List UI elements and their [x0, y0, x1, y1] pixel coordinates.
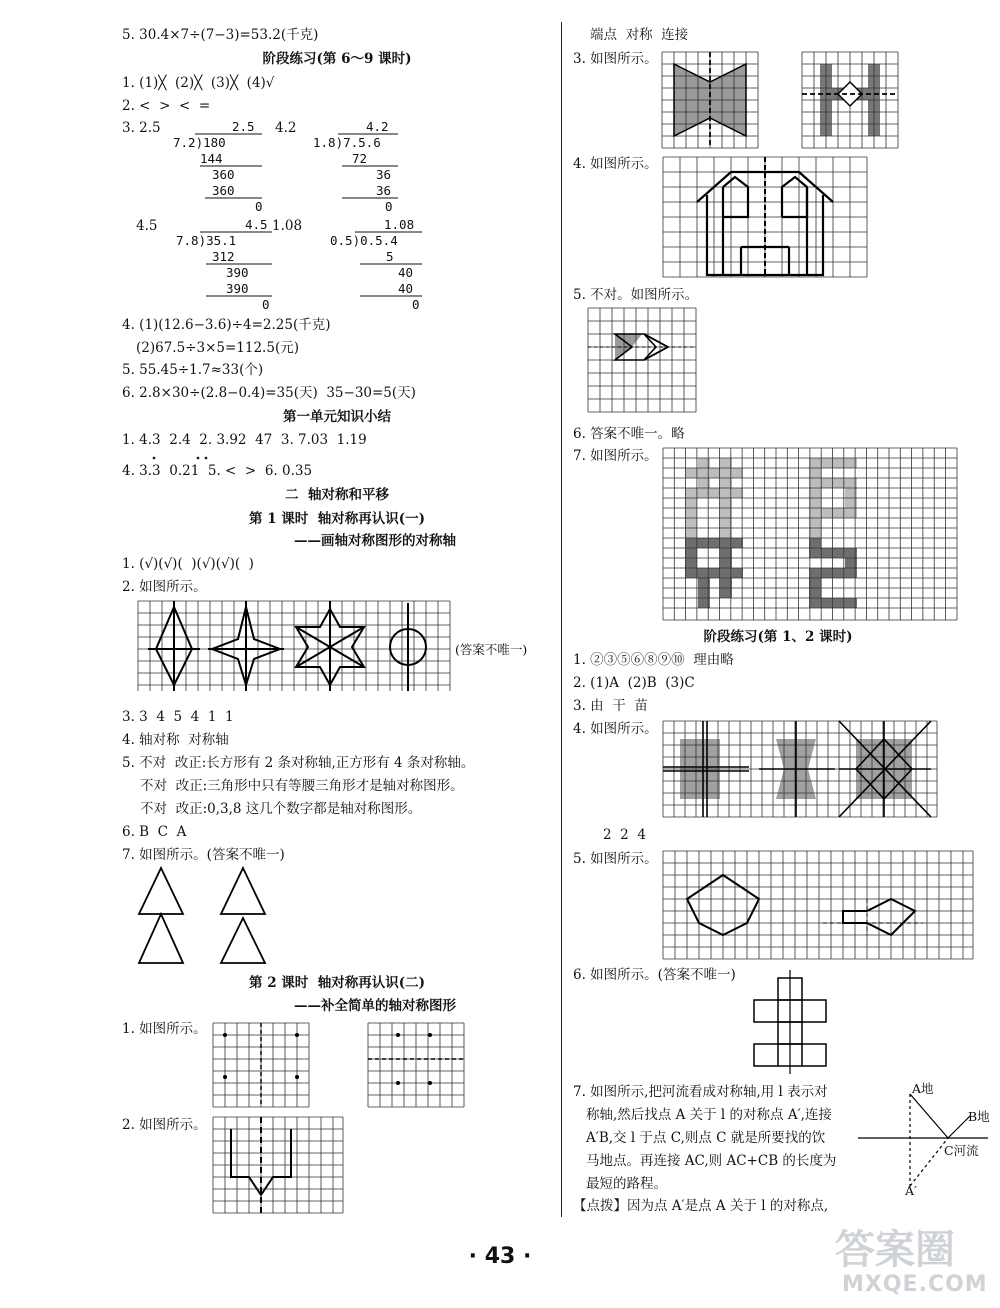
- arrow-grid: [588, 308, 696, 412]
- answer-line: 3. 由 干 苗: [573, 698, 648, 714]
- answer-line: 不对 改正:0,3,8 这几个数字都是轴对称图形。: [140, 801, 422, 817]
- section-heading: 阶段练习(第 1、2 课时): [703, 629, 853, 645]
- dividend: 0.5)0.5.4: [330, 233, 398, 248]
- step: 0: [412, 297, 420, 312]
- answer-line: 5. 55.45÷1.7≈33(个): [122, 362, 264, 378]
- answer-line: 4.2: [275, 120, 297, 136]
- answer-line: 2. (1)A (2)B (3)C: [573, 675, 695, 691]
- answer-line: 称轴,然后找点 A 关于 l 的对称点 A′,连接: [586, 1107, 832, 1123]
- watermark-logo: 答案圈: [835, 1227, 955, 1273]
- point-label: A地: [912, 1081, 934, 1096]
- answer-line: 4. 如图所示。: [573, 721, 658, 737]
- answer-line: 最短的路程。: [586, 1176, 667, 1192]
- answer-line: 3. 2.5: [122, 120, 161, 136]
- answer-line: 3. 3 4 5 4 1 1: [122, 709, 234, 725]
- step: 390: [226, 281, 249, 296]
- answer-line: 5. 不对 改正:长方形有 2 条对称轴,正方形有 4 条对称轴。: [122, 755, 475, 771]
- watermark-url: MXQE.COM: [842, 1272, 988, 1297]
- answer-line: 6. 答案不唯一。略: [573, 426, 685, 442]
- answer-line: 5. 如图所示。: [573, 851, 658, 867]
- quotient: 1.08: [384, 217, 415, 232]
- point-label: A′: [905, 1183, 917, 1198]
- step: 312: [212, 249, 235, 264]
- step: 360: [212, 167, 235, 182]
- complete-figure-grid: [213, 1117, 343, 1213]
- step: 0: [262, 297, 270, 312]
- lesson-subheading: ——画轴对称图形的对称轴: [294, 533, 456, 549]
- answer-line: 1.08: [272, 218, 303, 234]
- lesson-subheading: ——补全简单的轴对称图形: [294, 998, 456, 1014]
- dividend: 7.8)35.1: [176, 233, 237, 248]
- quotient: 2.5: [232, 119, 255, 134]
- answer-line: 4. 如图所示。: [573, 156, 658, 172]
- answer-line: 7. 如图所示,把河流看成对称轴,用 l 表示对: [573, 1084, 828, 1100]
- point-label: B地: [968, 1109, 990, 1124]
- answer-line: 5. 30.4×7÷(7−3)=53.2(千克): [122, 27, 319, 43]
- hint-line: 【点拨】因为点 A′是点 A 关于 l 的对称点,: [573, 1198, 829, 1214]
- quotient: 4.5: [245, 217, 268, 232]
- answer-line: 2. 如图所示。: [122, 1117, 207, 1133]
- answer-line: 2. 如图所示。: [122, 579, 207, 595]
- unit-heading: 二 轴对称和平移: [285, 487, 389, 503]
- answer-line: 6. 如图所示。(答案不唯一): [573, 967, 736, 983]
- answer-line: 5. 不对。如图所示。: [573, 287, 699, 303]
- answer-line: 7. 如图所示。(答案不唯一): [122, 847, 285, 863]
- answer-line: 不对 改正:三角形中只有等腰三角形才是轴对称图形。: [140, 778, 464, 794]
- bowtie-grid: [662, 52, 762, 148]
- answer-line: 马地点。再连接 AC,则 AC+CB 的长度为: [586, 1153, 837, 1169]
- answer-line: 4. 3.3 0.21 5. < > 6. 0.35: [122, 463, 313, 479]
- answer-line: 2. < > < =: [122, 98, 211, 114]
- note: (答案不唯一): [455, 642, 528, 657]
- complete-figure-grid: [368, 1023, 464, 1107]
- point-label: C河流: [944, 1143, 979, 1158]
- dividend: 1.8)7.5.6: [313, 135, 381, 150]
- answer-line: 1. 4.3 2.4 2. 3.92 47 3. 7.03 1.19: [122, 432, 367, 448]
- answer-line: 4. 轴对称 对称轴: [122, 732, 229, 748]
- river-shortest-path-diagram: [858, 1086, 988, 1196]
- h-shape-grid: [802, 52, 902, 148]
- step: 36: [376, 167, 392, 182]
- lesson-heading: 第 1 课时 轴对称再认识(一): [249, 511, 425, 527]
- step: 5: [386, 249, 394, 264]
- pixel-figure-grid: [663, 448, 957, 620]
- answer-line: 2 2 4: [603, 827, 646, 843]
- answer-line: 1. 如图所示。: [122, 1021, 207, 1037]
- symmetry-axes-grid: [138, 601, 452, 691]
- step: 40: [398, 281, 414, 296]
- step: 144: [200, 151, 223, 166]
- step: 0: [385, 199, 393, 214]
- page-number: · 43 ·: [468, 1244, 532, 1269]
- answer-line: 4. (1)(12.6−3.6)÷4=2.25(千克): [122, 317, 331, 333]
- quotient: 4.2: [366, 119, 389, 134]
- step: 40: [398, 265, 414, 280]
- section-heading: 阶段练习(第 6～9 课时): [262, 51, 412, 67]
- step: 390: [226, 265, 249, 280]
- answer-line: 6. B C A: [122, 824, 187, 840]
- answer-line: 1. (1)╳ (2)╳ (3)╳ (4)√: [122, 75, 275, 91]
- answer-line: A′B,交 l 于点 C,则点 C 就是所要找的饮: [586, 1130, 826, 1146]
- answer-line: 4.5: [136, 218, 158, 234]
- answer-line: (2)67.5÷3×5=112.5(元): [136, 340, 299, 356]
- answer-line: 1. (√)(√)( )(√)(√)( ): [122, 556, 254, 572]
- answer-line: 3. 如图所示。: [573, 51, 658, 67]
- step: 72: [352, 151, 368, 166]
- step: 0: [255, 199, 263, 214]
- triangles-figure: [138, 866, 270, 966]
- repeating-dots: [0, 0, 1, 1]
- axes-count-grid: [663, 721, 937, 817]
- step: 36: [376, 183, 392, 198]
- lesson-heading: 第 2 课时 轴对称再认识(二): [249, 975, 425, 991]
- step: 360: [212, 183, 235, 198]
- dividend: 7.2)180: [173, 135, 226, 150]
- house-grid: [663, 157, 867, 277]
- column-divider: [561, 22, 562, 1217]
- complete-figure-grid: [213, 1023, 309, 1107]
- cross-shape-figure: [754, 978, 826, 1066]
- answer-line: 端点 对称 连接: [590, 27, 689, 43]
- answer-line: 7. 如图所示。: [573, 448, 658, 464]
- diamond-shift-grid: [663, 851, 973, 959]
- answer-line: 1. ②③⑤⑥⑧⑨⑩ 理由略: [573, 652, 734, 668]
- answer-line: 6. 2.8×30÷(2.8−0.4)=35(天) 35−30=5(天): [122, 385, 416, 401]
- section-heading: 第一单元知识小结: [283, 409, 391, 425]
